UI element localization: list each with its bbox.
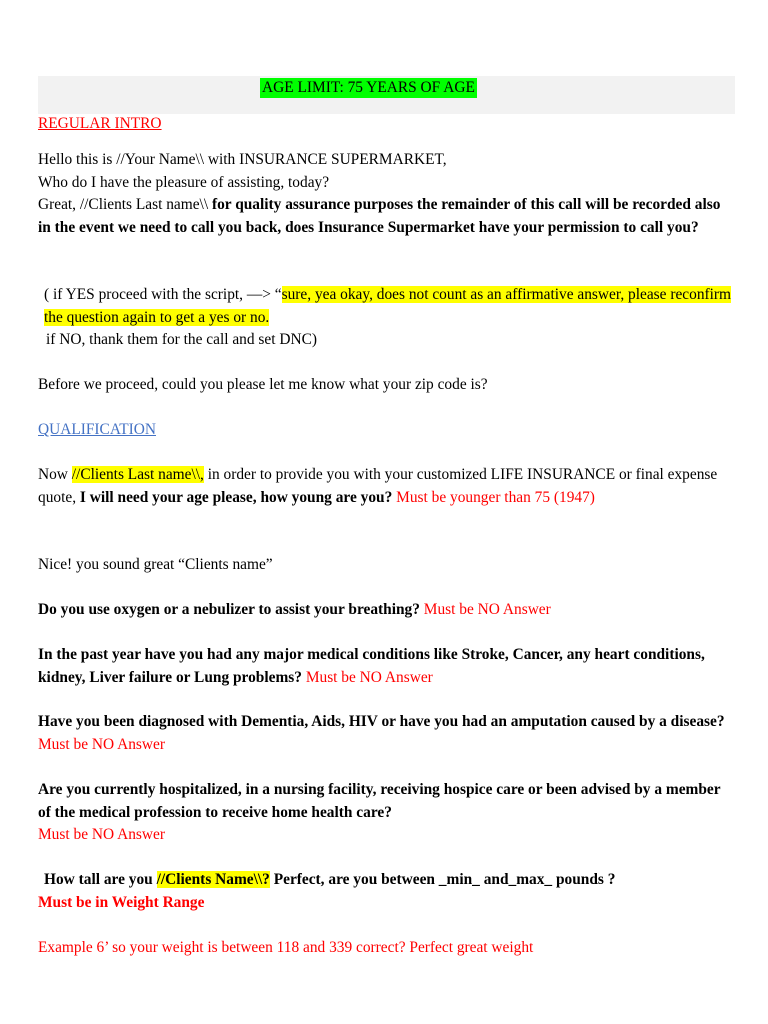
medical-requirement: Must be NO Answer (301, 668, 433, 686)
hospital-question (38, 779, 735, 847)
yes-instruction (38, 284, 735, 329)
hospital-text: Are you currently hospitalized, in a nursing facility, receiving hospice care or been advised by a member of the medical profession to receive home health care? (38, 781, 721, 821)
hospital-requirement: Must be NO Answer (38, 826, 165, 843)
oxygen-question (38, 599, 735, 622)
weight-requirement: Must be in Weight Range (38, 893, 205, 911)
age-client-name: //Clients Last name\\, (71, 466, 204, 483)
height-line (38, 869, 735, 892)
medical-question (38, 644, 735, 689)
yes-no-block (38, 284, 735, 352)
dementia-question (38, 711, 735, 756)
intro-block (38, 149, 735, 239)
weight-example: Example 6’ so your weight is between 118 and 339 correct? Perfect great weight (38, 939, 534, 956)
age-question (38, 464, 735, 509)
title-bar (38, 76, 735, 114)
qualification-heading: QUALIFICATION (38, 421, 156, 438)
no-instruction: if NO, thank them for the call and set DNC) (46, 331, 317, 348)
height-question (38, 869, 735, 914)
oxygen-requirement: Must be NO Answer (419, 601, 551, 618)
age-now: Now (38, 466, 72, 483)
yes-highlight: sure, yea okay, does not count as an affirmative answer, please reconfirm the question again to get a yes or no. (44, 286, 732, 326)
page-title: AGE LIMIT: 75 YEARS OF AGE (262, 79, 475, 96)
intro-quality-assurance: for quality assurance purposes the remainder of this call will be recorded also in the event we need to call you back, does Insurance Supermarket have your permission to call you? (38, 196, 721, 236)
dementia-requirement: Must be NO Answer (38, 735, 165, 753)
yes-prefix: ( if YES proceed with the script, —> “ (44, 286, 282, 303)
intro-pleasure: Who do I have the pleasure of assisting, today? (38, 173, 330, 191)
medical-text: In the past year have you had any major medical conditions like Stroke, Cancer, any heart conditions, kidney, Liver failure or Lung problems? (38, 646, 705, 686)
zip-question: Before we proceed, could you please let me know what your zip code is? (38, 376, 488, 393)
height-client-name: //Clients Name\\? (156, 871, 270, 888)
dementia-text: Have you been diagnosed with Dementia, Aids, HIV or have you had an amputation caused by a disease? (38, 713, 725, 730)
age-ask: I will need your age please, how young are you? (79, 488, 393, 506)
intro-great: Great, //Clients Last name\\ (38, 196, 212, 213)
nice-line: Nice! you sound great “Clients name” (38, 556, 273, 573)
height-ask: How tall are you (44, 871, 157, 888)
oxygen-text: Do you use oxygen or a nebulizer to assist your breathing? (38, 601, 420, 618)
intro-greeting: Hello this is //Your Name\\ with INSURANCE SUPERMARKET, (38, 151, 447, 168)
age-requirement: Must be younger than 75 (1947) (392, 488, 595, 506)
weight-range-ask: Perfect, are you between _min_ and_max_ pounds ? (269, 871, 616, 888)
age-quote: in order to provide you with your customized LIFE INSURANCE or final expense quote, (38, 466, 718, 506)
intro-heading: REGULAR INTRO (38, 115, 162, 132)
intro-recording (38, 194, 735, 239)
